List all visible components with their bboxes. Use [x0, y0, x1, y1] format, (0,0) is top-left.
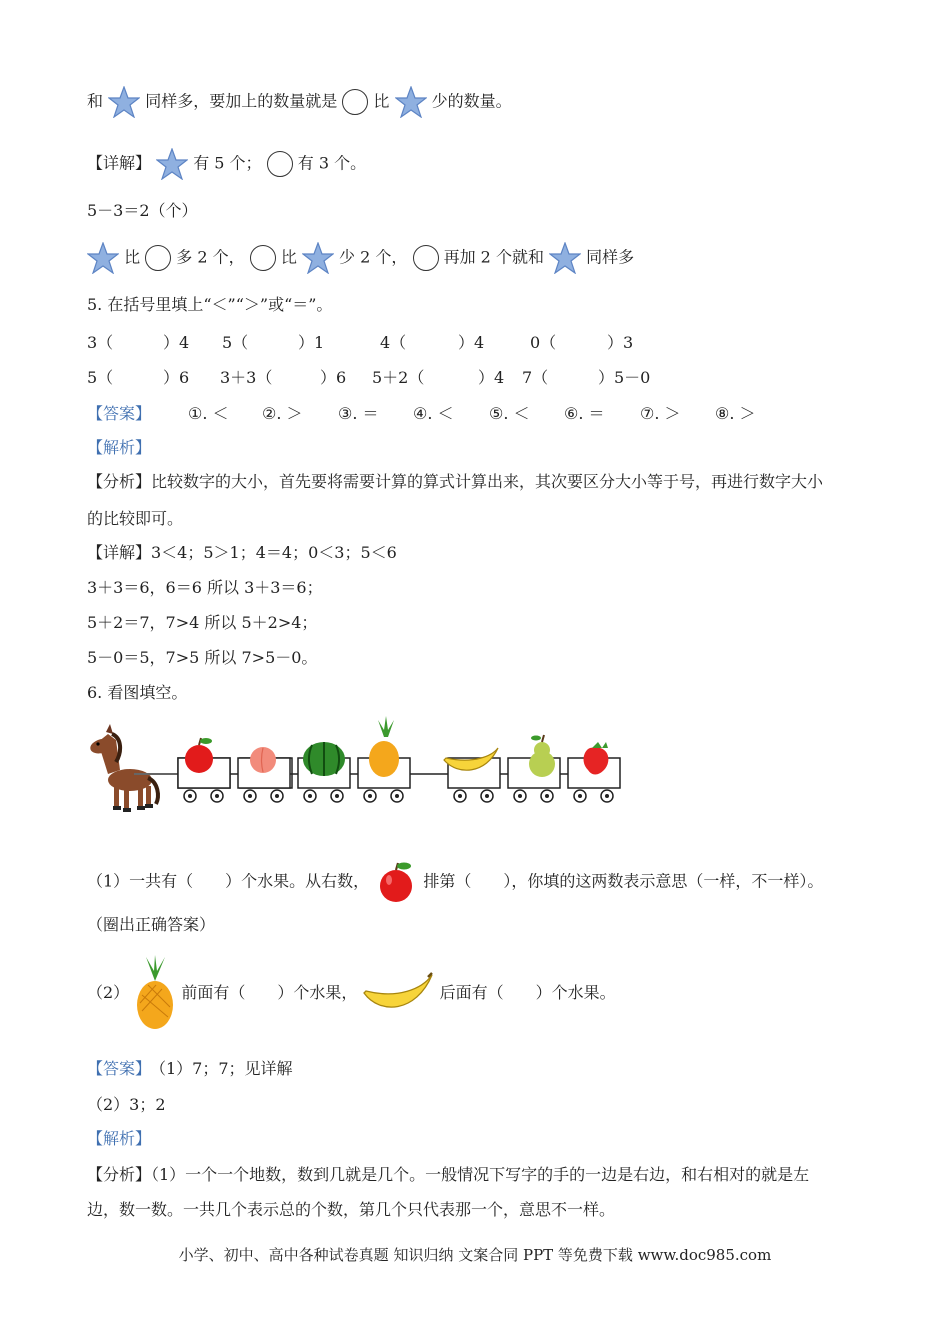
page-footer: 小学、初中、高中各种试卷真题 知识归纳 文案合同 PPT 等免费下载 www.doc985.com [178, 1246, 772, 1264]
apple-icon [374, 860, 418, 904]
detail-text: 【详解】3＜4；5＞1；4＝4；0＜3；5＜6 [87, 543, 397, 562]
q5-cell: ）4 [163, 333, 190, 352]
answer-item: ①. ＜ [188, 404, 229, 423]
circle-icon [413, 245, 439, 271]
q5-cell: ）6 [163, 368, 190, 387]
circle-icon [342, 89, 368, 115]
q6-title: 6. 看图填空。 [87, 683, 188, 702]
detail-text: 5－0＝5，7>5 所以 7>5－0。 [87, 648, 318, 667]
answer-tag: 【答案】 [87, 1059, 152, 1078]
answer-item: ⑦. ＞ [640, 404, 681, 423]
cart-apple [178, 738, 230, 802]
q5-cell: 4（ [380, 333, 407, 352]
answer-tag: 【答案】 [87, 404, 152, 423]
analysis-tag: 【解析】 [87, 1129, 152, 1148]
cart-watermelon [290, 742, 350, 802]
analysis-text: 【分析】比较数字的大小，首先要将需要计算的算式计算出来，其次要区分大小等于号，再进行数字大小 [87, 472, 824, 491]
analysis-text: 的比较即可。 [87, 509, 184, 528]
q5-cell: ）5－0 [598, 368, 651, 387]
q5-cell: ）3 [607, 333, 634, 352]
q5-title: 5. 在括号里填上“＜”“＞”或“＝”。 [87, 295, 333, 314]
answer-item: ⑧. ＞ [715, 404, 756, 423]
line-detail-count: 【详解】 有 5 个； 有 3 个。 [87, 148, 366, 180]
q5-cell: 5＋2（ [372, 368, 425, 387]
cart-pear [500, 735, 560, 802]
detail-text: 3＋3＝6，6＝6 所以 3＋3＝6； [87, 578, 323, 597]
analysis-text: 【分析】（1）一个一个地数，数到几就是几个。一般情况下写字的手的一边是右边，和右相对的就是左 [87, 1165, 810, 1184]
cart-peach [230, 747, 290, 802]
q5-cell: 3（ [87, 333, 114, 352]
cart-strawberry [560, 742, 620, 802]
q5-cell: ）4 [478, 368, 505, 387]
answer-item: ⑥. ＝ [564, 404, 605, 423]
cart-pineapple [350, 716, 410, 802]
star-icon [395, 86, 427, 118]
circle-icon [250, 245, 276, 271]
q6-part1-note: （圈出正确答案） [87, 915, 216, 934]
star-icon [87, 242, 119, 274]
circle-icon [145, 245, 171, 271]
q6-part1: （1）一共有（ ）个水果。从右数， 排第（ ），你填的这两数表示意思（一样，不一样）。 [87, 860, 823, 904]
star-icon [108, 86, 140, 118]
answer-text: （1）7；7；见详解 [150, 1059, 293, 1078]
cart-banana [410, 748, 500, 802]
q5-cell: ）6 [320, 368, 347, 387]
banana-icon [362, 971, 434, 1015]
q5-cell: ）1 [298, 333, 325, 352]
answer-item: ③. ＝ [338, 404, 379, 423]
answer-text: （2）3；2 [87, 1095, 166, 1114]
q6-part2: （2） 前面有（ ）个水果， 后面有（ ）个水果。 [87, 955, 616, 1027]
line-conclusion: 比 多 2 个， 比 少 2 个， 再加 2 个就和 同样多 [87, 242, 634, 274]
star-icon [549, 242, 581, 274]
answer-item: ④. ＜ [413, 404, 454, 423]
detail-text: 5＋2＝7，7>4 所以 5＋2>4； [87, 613, 318, 632]
q5-cell: 3＋3（ [220, 368, 273, 387]
star-icon [302, 242, 334, 274]
line-compare-star: 和 同样多，要加上的数量就是 比 少的数量。 [87, 86, 512, 118]
pineapple-icon [134, 955, 176, 1031]
analysis-tag: 【解析】 [87, 438, 152, 457]
q5-cell: 7（ [522, 368, 549, 387]
q5-cell: ）4 [458, 333, 485, 352]
train-carts [86, 712, 656, 817]
analysis-text: 边，数一数。一共几个表示总的个数，第几个只代表那一个，意思不一样。 [87, 1200, 616, 1219]
circle-icon [267, 151, 293, 177]
q5-cell: 0（ [530, 333, 557, 352]
answer-item: ⑤. ＜ [489, 404, 530, 423]
q5-cell: 5（ [87, 368, 114, 387]
q5-cell: 5（ [222, 333, 249, 352]
answer-item: ②. ＞ [262, 404, 303, 423]
calc-line: 5－3＝2（个） [87, 201, 198, 220]
star-icon [156, 148, 188, 180]
